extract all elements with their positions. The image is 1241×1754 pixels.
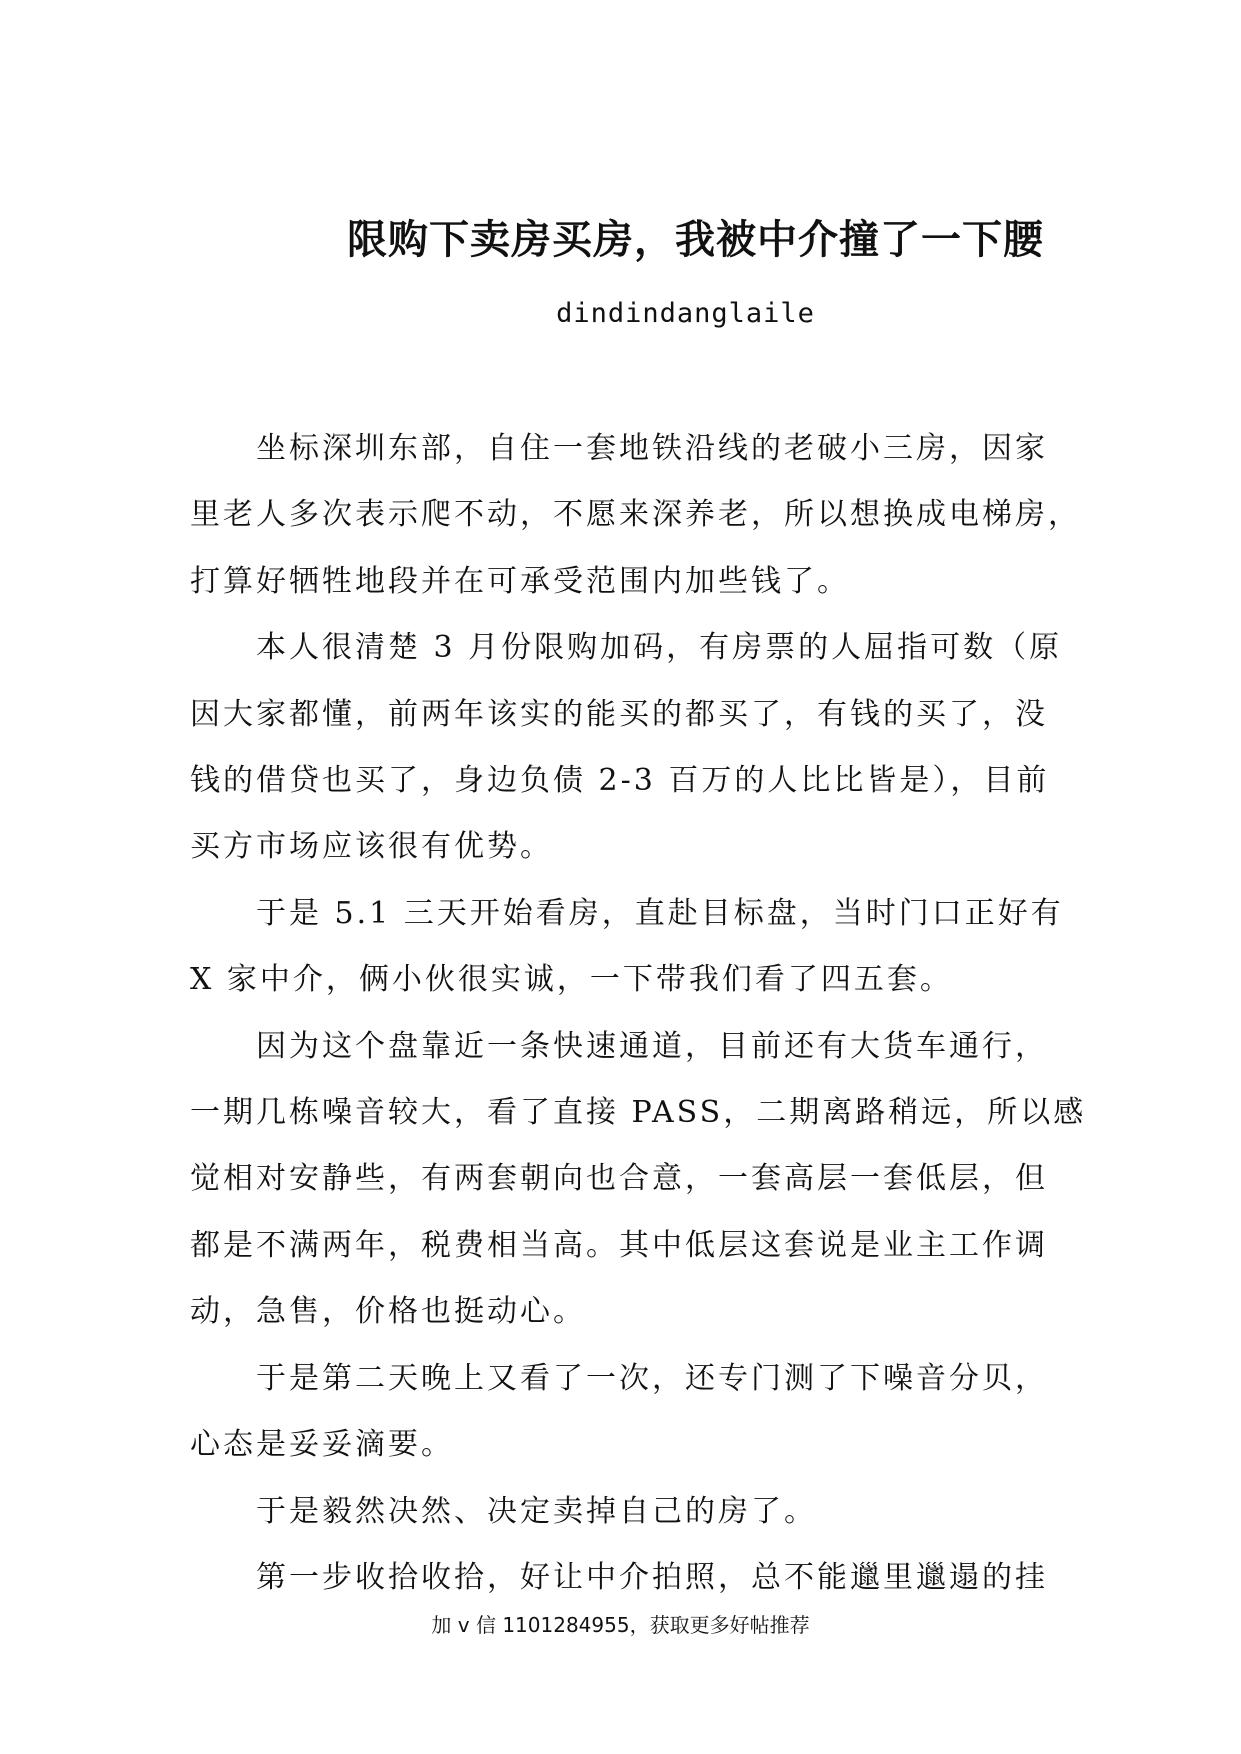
article-body	[190, 416, 1087, 1611]
body-line: 打算好牺牲地段并在可承受范围内加些钱了。	[190, 563, 850, 599]
footer-promo-text: 加 v 信 1101284955，获取更多好帖推荐	[431, 1613, 810, 1637]
body-line: 都是不满两年，税费相当高。其中低层这套说是业主工作调	[190, 1227, 1048, 1263]
body-line: 心态是妥妥滴要。	[190, 1427, 454, 1463]
body-line: X 家中介，俩小伙很实诚，一下带我们看了四五套。	[190, 962, 953, 998]
body-line: 第一步收拾收拾，好让中介拍照，总不能邋里邋遢的挂	[256, 1559, 1048, 1595]
body-line: 买方市场应该很有优势。	[190, 829, 553, 865]
body-line: 动，急售，价格也挺动心。	[190, 1294, 586, 1330]
article-title: 限购下卖房买房，我被中介撞了一下腰	[347, 217, 1044, 263]
body-line: 坐标深圳东部，自住一套地铁沿线的老破小三房，因家	[256, 431, 1048, 466]
body-line: 钱的借贷也买了，身边负债 2-3 百万的人比比皆是），目前	[190, 763, 1050, 799]
body-line: 因为这个盘靠近一条快速通道，目前还有大货车通行，	[256, 1028, 1048, 1064]
body-line: 因大家都懂，前两年该实的能买的都买了，有钱的买了，没	[190, 696, 1048, 732]
body-line: 于是毅然决然、决定卖掉自己的房了。	[256, 1493, 817, 1529]
body-line: 本人很清楚 3 月份限购加码，有房票的人屈指可数（原	[256, 630, 1063, 666]
body-line: 里老人多次表示爬不动，不愿来深养老，所以想换成电梯房，	[190, 497, 1081, 533]
body-line: 于是第二天晚上又看了一次，还专门测了下噪音分贝，	[256, 1360, 1048, 1396]
article-author: dindindanglaile	[556, 298, 815, 329]
body-line: 一期几栋噪音较大，看了直接 PASS，二期离路稍远，所以感	[190, 1095, 1087, 1131]
body-line: 觉相对安静些，有两套朝向也合意，一套高层一套低层，但	[190, 1161, 1048, 1197]
body-line: 于是 5.1 三天开始看房，直赴目标盘，当时门口正好有	[256, 895, 1064, 931]
